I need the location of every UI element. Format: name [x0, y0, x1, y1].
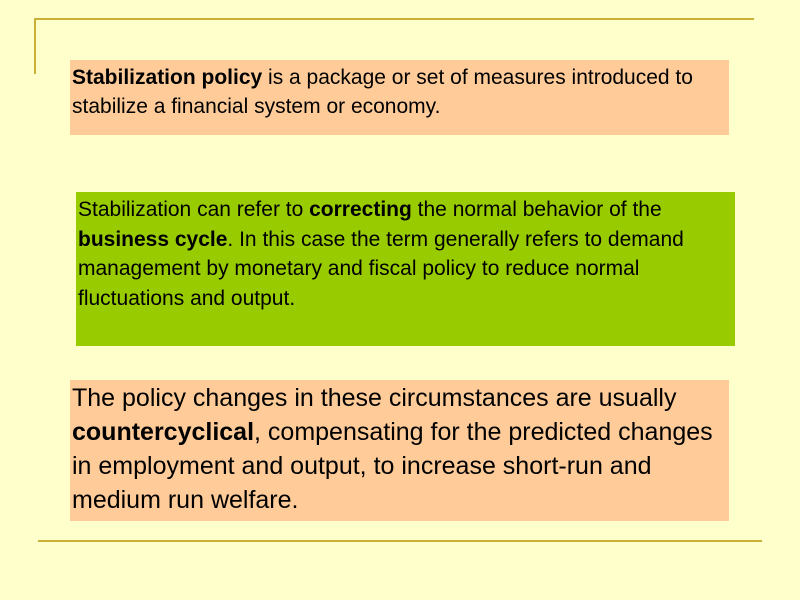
top-decorative-line	[34, 18, 754, 20]
left-decorative-line	[34, 18, 36, 74]
bold-correcting: correcting	[309, 198, 412, 221]
definition-textbox	[70, 60, 729, 135]
business-cycle-text-3: . In this case the term generally refers to demand management by monetary and fiscal policy to reduce normal fluctuations and output.	[78, 227, 684, 310]
bottom-decorative-line	[38, 540, 762, 542]
business-cycle-text-2: the normal behavior of the	[411, 198, 662, 221]
business-cycle-text-1: Stabilization can refer to	[78, 198, 310, 221]
bold-business-cycle: business cycle	[78, 227, 228, 251]
countercyclical-text-1: The policy changes in these circumstances are usually	[72, 384, 677, 412]
countercyclical-textbox	[70, 380, 729, 521]
bold-countercyclical: countercyclical	[72, 418, 255, 446]
countercyclical-text-2: , compensating for the predicted changes in employment and output, to increase short-run and medium run welfare.	[72, 418, 713, 514]
business-cycle-textbox	[76, 192, 735, 346]
definition-text: is a package or set of measures introduced to stabilize a financial system or economy.	[72, 66, 693, 118]
definition-term: Stabilization policy	[72, 66, 263, 89]
